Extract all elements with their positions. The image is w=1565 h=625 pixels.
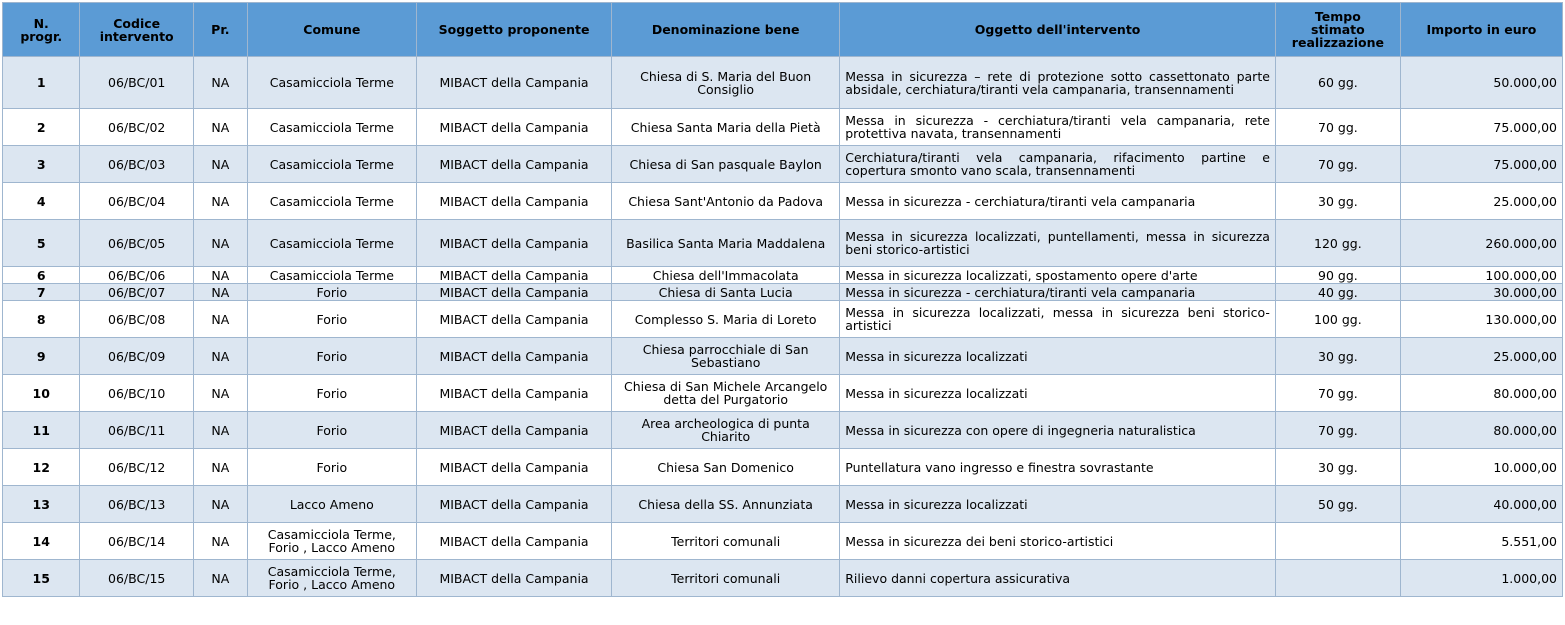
cell-codice: 06/BC/15 (80, 560, 194, 597)
cell-codice: 06/BC/01 (80, 57, 194, 109)
cell-importo: 25.000,00 (1400, 183, 1562, 220)
header-soggetto-text: Soggetto proponente (438, 22, 590, 37)
header-denominazione (612, 3, 840, 57)
cell-codice: 06/BC/11 (80, 412, 194, 449)
header-importo (1400, 3, 1562, 57)
cell-comune: Casamicciola Terme, Forio , Lacco Ameno (247, 560, 416, 597)
cell-denominazione: Chiesa di Santa Lucia (612, 284, 840, 301)
cell-denominazione: Chiesa Sant'Antonio da Padova (612, 183, 840, 220)
cell-pr: NA (193, 284, 247, 301)
cell-denominazione: Chiesa San Domenico (612, 449, 840, 486)
cell-importo: 50.000,00 (1400, 57, 1562, 109)
cell-tempo: 100 gg. (1275, 301, 1400, 338)
cell-pr: NA (193, 220, 247, 267)
cell-oggetto: Messa in sicurezza localizzati, puntellamenti, messa in sicurezza beni storico-artistici (840, 220, 1276, 267)
cell-oggetto: Rilievo danni copertura assicurativa (840, 560, 1276, 597)
cell-denominazione: Complesso S. Maria di Loreto (612, 301, 840, 338)
table-row (3, 146, 1563, 183)
cell-tempo: 90 gg. (1275, 267, 1400, 284)
cell-denominazione: Chiesa di San pasquale Baylon (612, 146, 840, 183)
cell-comune: Forio (247, 284, 416, 301)
header-comune-text: Comune (303, 22, 361, 37)
cell-denominazione: Chiesa dell'Immacolata (612, 267, 840, 284)
header-row (3, 3, 1563, 57)
cell-importo: 10.000,00 (1400, 449, 1562, 486)
cell-pr: NA (193, 338, 247, 375)
cell-codice: 06/BC/04 (80, 183, 194, 220)
cell-comune: Forio (247, 412, 416, 449)
cell-n-progr: 8 (3, 301, 80, 338)
table-row (3, 109, 1563, 146)
header-denominazione-text: Denominazione bene (651, 22, 800, 37)
cell-n-progr: 1 (3, 57, 80, 109)
cell-tempo (1275, 523, 1400, 560)
cell-importo: 75.000,00 (1400, 109, 1562, 146)
cell-tempo (1275, 560, 1400, 597)
cell-soggetto: MIBACT della Campania (416, 486, 611, 523)
cell-comune: Lacco Ameno (247, 486, 416, 523)
table-row (3, 301, 1563, 338)
header-codice-text: Codice intervento (99, 15, 174, 44)
cell-denominazione: Area archeologica di punta Chiarito (612, 412, 840, 449)
cell-denominazione: Chiesa di S. Maria del Buon Consiglio (612, 57, 840, 109)
table-row (3, 267, 1563, 284)
header-n-progr-text: N. progr. (20, 15, 63, 44)
cell-importo: 100.000,00 (1400, 267, 1562, 284)
cell-oggetto: Messa in sicurezza localizzati (840, 338, 1276, 375)
header-comune (247, 3, 416, 57)
cell-importo: 75.000,00 (1400, 146, 1562, 183)
cell-oggetto: Messa in sicurezza - cerchiatura/tiranti vela campanaria (840, 183, 1276, 220)
cell-importo: 5.551,00 (1400, 523, 1562, 560)
cell-n-progr: 14 (3, 523, 80, 560)
cell-n-progr: 11 (3, 412, 80, 449)
table-row (3, 338, 1563, 375)
header-n-progr (3, 3, 80, 57)
cell-denominazione: Territori comunali (612, 560, 840, 597)
cell-codice: 06/BC/06 (80, 267, 194, 284)
cell-tempo: 70 gg. (1275, 146, 1400, 183)
header-tempo-text: Tempo stimato realizzazione (1291, 9, 1384, 50)
cell-codice: 06/BC/08 (80, 301, 194, 338)
cell-tempo: 50 gg. (1275, 486, 1400, 523)
header-pr (193, 3, 247, 57)
cell-codice: 06/BC/03 (80, 146, 194, 183)
cell-n-progr: 9 (3, 338, 80, 375)
cell-soggetto: MIBACT della Campania (416, 284, 611, 301)
cell-oggetto: Messa in sicurezza localizzati (840, 486, 1276, 523)
cell-soggetto: MIBACT della Campania (416, 57, 611, 109)
cell-pr: NA (193, 560, 247, 597)
cell-pr: NA (193, 486, 247, 523)
cell-importo: 130.000,00 (1400, 301, 1562, 338)
cell-comune: Forio (247, 375, 416, 412)
cell-oggetto: Messa in sicurezza - cerchiatura/tiranti vela campanaria, rete protettiva navata, transennamenti (840, 109, 1276, 146)
cell-soggetto: MIBACT della Campania (416, 523, 611, 560)
cell-importo: 30.000,00 (1400, 284, 1562, 301)
cell-soggetto: MIBACT della Campania (416, 375, 611, 412)
cell-codice: 06/BC/10 (80, 375, 194, 412)
table-row (3, 284, 1563, 301)
cell-comune: Forio (247, 301, 416, 338)
table-row (3, 449, 1563, 486)
cell-tempo: 60 gg. (1275, 57, 1400, 109)
cell-oggetto: Messa in sicurezza dei beni storico-artistici (840, 523, 1276, 560)
header-importo-text: Importo in euro (1426, 22, 1537, 37)
cell-oggetto: Messa in sicurezza localizzati, messa in sicurezza beni storico-artistici (840, 301, 1276, 338)
cell-oggetto: Messa in sicurezza localizzati, spostamento opere d'arte (840, 267, 1276, 284)
cell-denominazione: Chiesa della SS. Annunziata (612, 486, 840, 523)
cell-n-progr: 15 (3, 560, 80, 597)
cell-oggetto: Puntellatura vano ingresso e finestra sovrastante (840, 449, 1276, 486)
cell-soggetto: MIBACT della Campania (416, 301, 611, 338)
table-row (3, 486, 1563, 523)
cell-n-progr: 6 (3, 267, 80, 284)
cell-codice: 06/BC/12 (80, 449, 194, 486)
cell-pr: NA (193, 267, 247, 284)
cell-importo: 80.000,00 (1400, 412, 1562, 449)
cell-pr: NA (193, 146, 247, 183)
cell-soggetto: MIBACT della Campania (416, 146, 611, 183)
cell-n-progr: 2 (3, 109, 80, 146)
cell-comune: Casamicciola Terme (247, 183, 416, 220)
cell-importo: 1.000,00 (1400, 560, 1562, 597)
cell-denominazione: Territori comunali (612, 523, 840, 560)
cell-pr: NA (193, 183, 247, 220)
cell-codice: 06/BC/07 (80, 284, 194, 301)
cell-soggetto: MIBACT della Campania (416, 267, 611, 284)
cell-tempo: 40 gg. (1275, 284, 1400, 301)
cell-soggetto: MIBACT della Campania (416, 560, 611, 597)
table-row (3, 220, 1563, 267)
cell-pr: NA (193, 109, 247, 146)
cell-soggetto: MIBACT della Campania (416, 412, 611, 449)
cell-comune: Casamicciola Terme (247, 57, 416, 109)
cell-soggetto: MIBACT della Campania (416, 109, 611, 146)
cell-comune: Casamicciola Terme, Forio , Lacco Ameno (247, 523, 416, 560)
cell-pr: NA (193, 449, 247, 486)
cell-oggetto: Messa in sicurezza con opere di ingegneria naturalistica (840, 412, 1276, 449)
cell-tempo: 70 gg. (1275, 375, 1400, 412)
table-row (3, 183, 1563, 220)
cell-denominazione: Chiesa Santa Maria della Pietà (612, 109, 840, 146)
cell-n-progr: 5 (3, 220, 80, 267)
cell-n-progr: 13 (3, 486, 80, 523)
cell-n-progr: 4 (3, 183, 80, 220)
cell-n-progr: 7 (3, 284, 80, 301)
cell-comune: Casamicciola Terme (247, 146, 416, 183)
cell-codice: 06/BC/13 (80, 486, 194, 523)
header-soggetto (416, 3, 611, 57)
cell-importo: 40.000,00 (1400, 486, 1562, 523)
cell-tempo: 120 gg. (1275, 220, 1400, 267)
cell-denominazione: Basilica Santa Maria Maddalena (612, 220, 840, 267)
cell-comune: Casamicciola Terme (247, 109, 416, 146)
header-codice (80, 3, 194, 57)
header-oggetto-text: Oggetto dell'intervento (974, 22, 1141, 37)
cell-pr: NA (193, 57, 247, 109)
cell-comune: Forio (247, 338, 416, 375)
header-tempo (1275, 3, 1400, 57)
cell-pr: NA (193, 412, 247, 449)
cell-oggetto: Messa in sicurezza – rete di protezione sotto cassettonato parte absidale, cerchiatura/tiranti vela campanaria, transennamenti (840, 57, 1276, 109)
table-row (3, 412, 1563, 449)
cell-pr: NA (193, 375, 247, 412)
cell-tempo: 30 gg. (1275, 338, 1400, 375)
cell-importo: 80.000,00 (1400, 375, 1562, 412)
table-row (3, 375, 1563, 412)
cell-soggetto: MIBACT della Campania (416, 183, 611, 220)
cell-n-progr: 3 (3, 146, 80, 183)
header-oggetto (840, 3, 1276, 57)
cell-oggetto: Messa in sicurezza localizzati (840, 375, 1276, 412)
cell-importo: 260.000,00 (1400, 220, 1562, 267)
cell-codice: 06/BC/09 (80, 338, 194, 375)
cell-pr: NA (193, 301, 247, 338)
cell-n-progr: 12 (3, 449, 80, 486)
cell-soggetto: MIBACT della Campania (416, 220, 611, 267)
cell-soggetto: MIBACT della Campania (416, 338, 611, 375)
cell-codice: 06/BC/14 (80, 523, 194, 560)
cell-comune: Casamicciola Terme (247, 267, 416, 284)
cell-denominazione: Chiesa parrocchiale di San Sebastiano (612, 338, 840, 375)
cell-oggetto: Messa in sicurezza - cerchiatura/tiranti vela campanaria (840, 284, 1276, 301)
cell-denominazione: Chiesa di San Michele Arcangelo detta del Purgatorio (612, 375, 840, 412)
cell-tempo: 70 gg. (1275, 412, 1400, 449)
cell-codice: 06/BC/02 (80, 109, 194, 146)
table-row (3, 57, 1563, 109)
cell-oggetto: Cerchiatura/tiranti vela campanaria, rifacimento partine e copertura smonto vano scala, transennamenti (840, 146, 1276, 183)
cell-n-progr: 10 (3, 375, 80, 412)
cell-comune: Forio (247, 449, 416, 486)
interventions-table (2, 2, 1563, 597)
cell-tempo: 30 gg. (1275, 449, 1400, 486)
header-pr-text: Pr. (211, 22, 230, 37)
table-row (3, 560, 1563, 597)
cell-pr: NA (193, 523, 247, 560)
cell-importo: 25.000,00 (1400, 338, 1562, 375)
cell-tempo: 30 gg. (1275, 183, 1400, 220)
cell-soggetto: MIBACT della Campania (416, 449, 611, 486)
cell-codice: 06/BC/05 (80, 220, 194, 267)
cell-tempo: 70 gg. (1275, 109, 1400, 146)
cell-comune: Casamicciola Terme (247, 220, 416, 267)
table-row (3, 523, 1563, 560)
